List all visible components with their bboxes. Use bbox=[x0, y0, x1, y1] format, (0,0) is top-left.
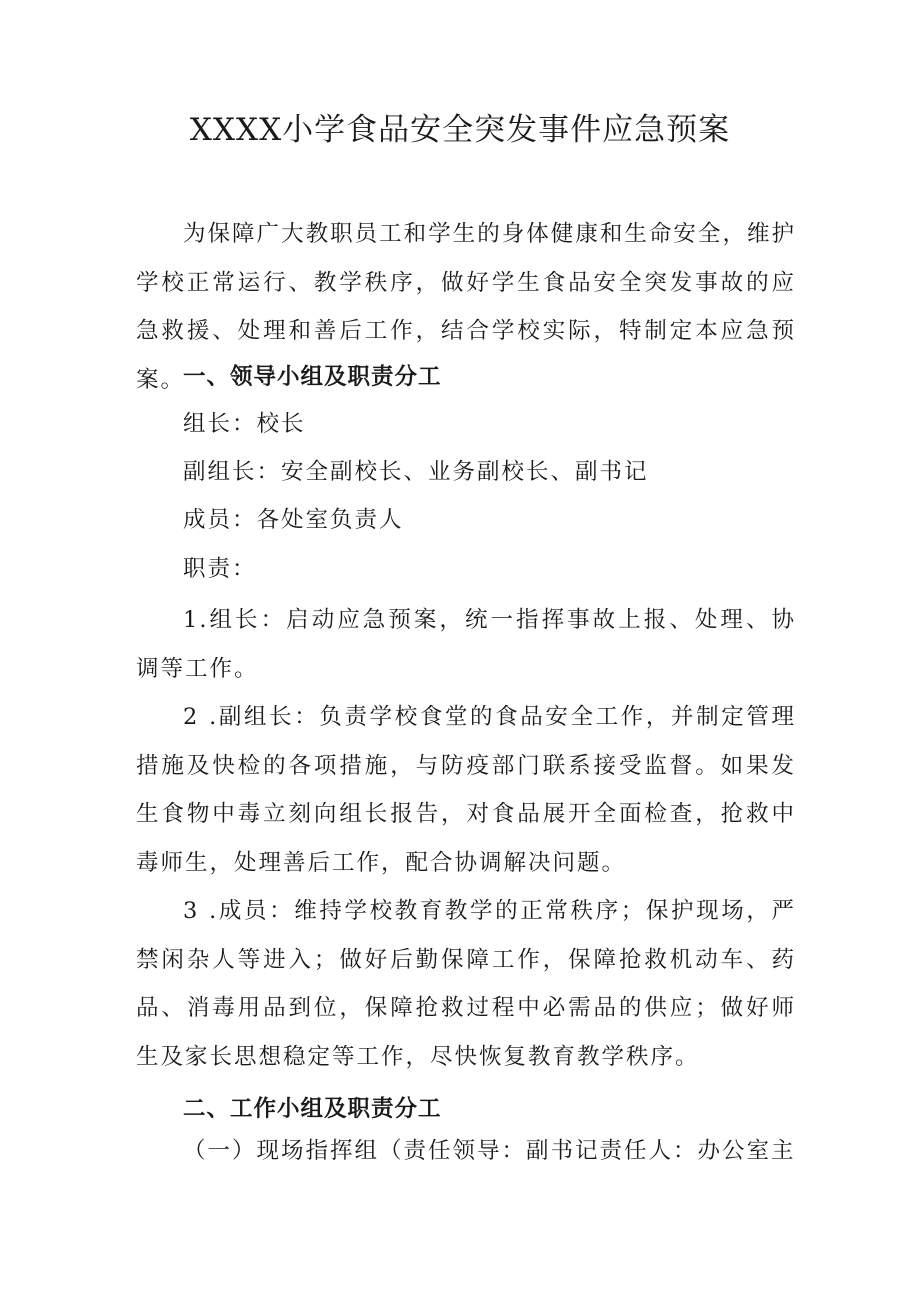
intro-paragraph: 为保障广大教职员工和学生的身体健康和生命安全，维护学校正常运行、教学秩序，做好学生食品安全突发事故的应急救援、处理和善后工作，结合学校实际，特制定本应急预案。 bbox=[136, 221, 796, 393]
duty-2-paragraph: 2 .副组长：负责学校食堂的食品安全工作，并制定管理措施及快检的各项措施，与防疫部门联系接受监督。如果发生食物中毒立刻向组长报告，对食品展开全面检查，抢救中毒师生，处理善后工作，配合协调解决问题。 bbox=[136, 704, 796, 876]
document-title: XXXX小学食品安全突发事件应急预案 bbox=[189, 112, 731, 148]
section-2-heading: 二、工作小组及职责分工 bbox=[183, 1096, 442, 1122]
duties-label: 职责： bbox=[183, 556, 257, 582]
members-line: 成员：各处室负责人 bbox=[183, 507, 404, 533]
group-1-line: （一）现场指挥组（责任领导：副书记责任人：办公室主 bbox=[183, 1138, 796, 1164]
duty-1-paragraph: 1.组长：启动应急预案，统一指挥事故上报、处理、协调等工作。 bbox=[136, 607, 796, 682]
leader-line: 组长：校长 bbox=[183, 411, 306, 437]
deputy-leader-line: 副组长：安全副校长、业务副校长、副书记 bbox=[183, 459, 649, 485]
section-1-heading: 一、领导小组及职责分工 bbox=[183, 364, 442, 390]
duty-3-paragraph: 3 .成员：维持学校教育教学的正常秩序；保护现场，严禁闲杂人等进入；做好后勤保障工作，保障抢救机动车、药品、消毒用品到位，保障抢救过程中必需品的供应；做好师生及家长思想稳定等工作，尽快恢复教育教学秩序。 bbox=[136, 898, 796, 1070]
